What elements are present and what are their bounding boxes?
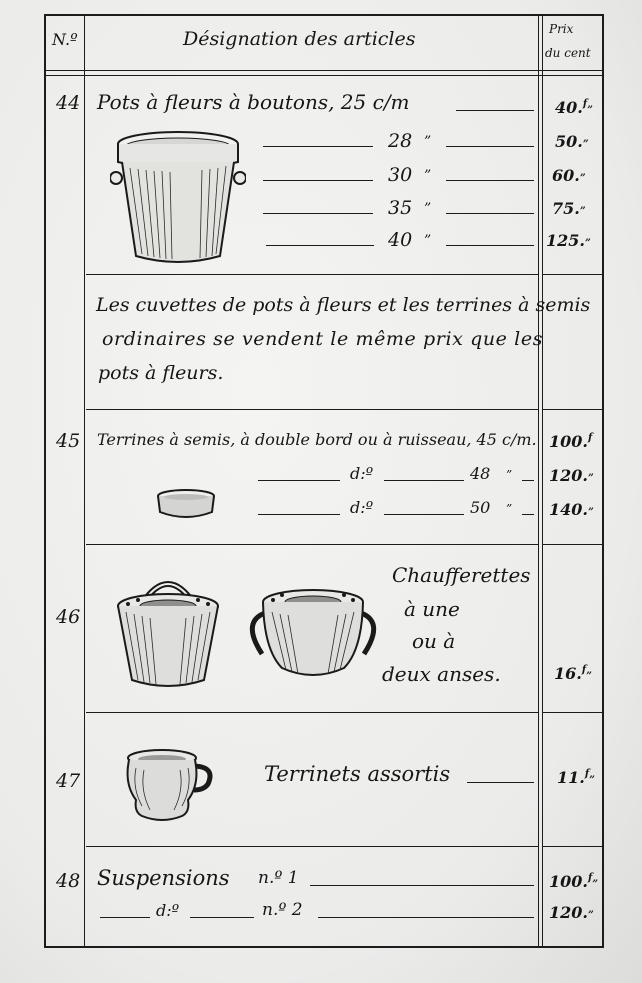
ditto-mark: ” [424, 168, 432, 184]
small-pot-illustration [124, 748, 216, 822]
ditto-mark: ” [424, 201, 432, 217]
row-rule [542, 712, 604, 713]
price-46: 16.$^f$” [554, 664, 592, 683]
size-48: 48 [470, 464, 491, 483]
price-45: 100.$^f$ [549, 432, 593, 451]
item-46-line-1: Chaufferettes [392, 563, 531, 587]
size-40: 40 [388, 229, 413, 251]
column-rule-price-double [542, 14, 543, 948]
ditto: d:º [156, 901, 180, 920]
row-rule [86, 274, 538, 275]
leader-line [446, 245, 534, 246]
leader-line [456, 110, 534, 111]
price-47: 11.$^f$” [557, 768, 595, 787]
price-28: 50.” [555, 132, 589, 151]
item-title: Suspensions [97, 866, 230, 890]
leader-line [266, 245, 374, 246]
leader-line [446, 146, 534, 147]
item-number: 44 [56, 92, 81, 114]
item-number: 45 [56, 430, 81, 452]
item-title: Pots à fleurs à boutons, 25 c/m [97, 90, 410, 114]
leader-line [258, 514, 340, 515]
foot-warmer-two-handles-illustration [246, 584, 380, 684]
price-40: 125.” [546, 231, 591, 250]
item-title: Terrines à semis, à double bord ou à ruisseau, 45 c/m. [97, 430, 537, 449]
item-number: 47 [56, 770, 81, 792]
leader-line [258, 480, 340, 481]
ditto: d:º [350, 464, 374, 483]
row-rule [542, 274, 604, 275]
row-rule [542, 846, 604, 847]
seed-tray-illustration [155, 488, 217, 522]
price-suspension-2: 120.” [549, 903, 594, 922]
number-2: n.º 2 [262, 900, 303, 920]
row-rule [542, 544, 604, 545]
leader-line [318, 917, 534, 918]
column-rule-price [538, 14, 539, 948]
item-46-line-2: à une [404, 597, 460, 621]
row-rule [86, 712, 538, 713]
item-46-line-3: ou à [412, 629, 456, 653]
price-suspension-1: 100.$^f$” [549, 872, 599, 891]
size-28: 28 [388, 130, 413, 152]
price-48: 120.” [549, 466, 594, 485]
price-35: 75.” [552, 199, 586, 218]
ditto-mark: ” [506, 468, 513, 482]
leader-line [467, 782, 534, 783]
leader-line [384, 480, 464, 481]
leader-line [384, 514, 464, 515]
leader-line [263, 213, 373, 214]
size-35: 35 [388, 197, 413, 219]
leader-line [446, 180, 534, 181]
item-46-line-4: deux anses. [382, 662, 501, 686]
column-header-price-line1: Prix [549, 22, 574, 36]
leader-line [190, 917, 254, 918]
ditto-mark: ” [424, 233, 432, 249]
column-rule-number [84, 14, 85, 948]
leader-line [100, 917, 150, 918]
row-rule [86, 544, 538, 545]
leader-line [446, 213, 534, 214]
leader-line [310, 885, 534, 886]
leader-line [263, 146, 373, 147]
ditto-mark: ” [506, 502, 513, 516]
leader-line [522, 480, 534, 481]
price-25: 40.$^f$” [555, 98, 593, 117]
item-title: Terrinets assortis [264, 762, 451, 786]
column-header-price-line2: du cent [545, 46, 591, 60]
note-line-3: pots à fleurs. [98, 362, 224, 384]
size-50: 50 [470, 498, 491, 517]
item-number: 46 [56, 606, 81, 628]
row-rule [86, 409, 538, 410]
price-30: 60.” [552, 166, 586, 185]
leader-line [522, 514, 534, 515]
row-rule [86, 846, 538, 847]
leader-line [263, 180, 373, 181]
foot-warmer-one-handle-illustration [112, 572, 224, 692]
price-50: 140.” [549, 500, 594, 519]
ditto: d:º [350, 498, 374, 517]
header-rule-double [44, 75, 604, 76]
number-1: n.º 1 [258, 868, 299, 888]
column-header-designation: Désignation des articles [183, 28, 416, 50]
size-30: 30 [388, 164, 413, 186]
item-number: 48 [56, 870, 81, 892]
row-rule [542, 409, 604, 410]
ditto-mark: ” [424, 134, 432, 150]
header-rule [44, 70, 604, 71]
note-line-2: ordinaires se vendent le même prix que les [102, 328, 544, 350]
flower-pot-illustration [110, 128, 246, 268]
column-header-number: N.º [52, 30, 78, 49]
note-line-1: Les cuvettes de pots à fleurs et les terrines à semis [96, 294, 591, 316]
